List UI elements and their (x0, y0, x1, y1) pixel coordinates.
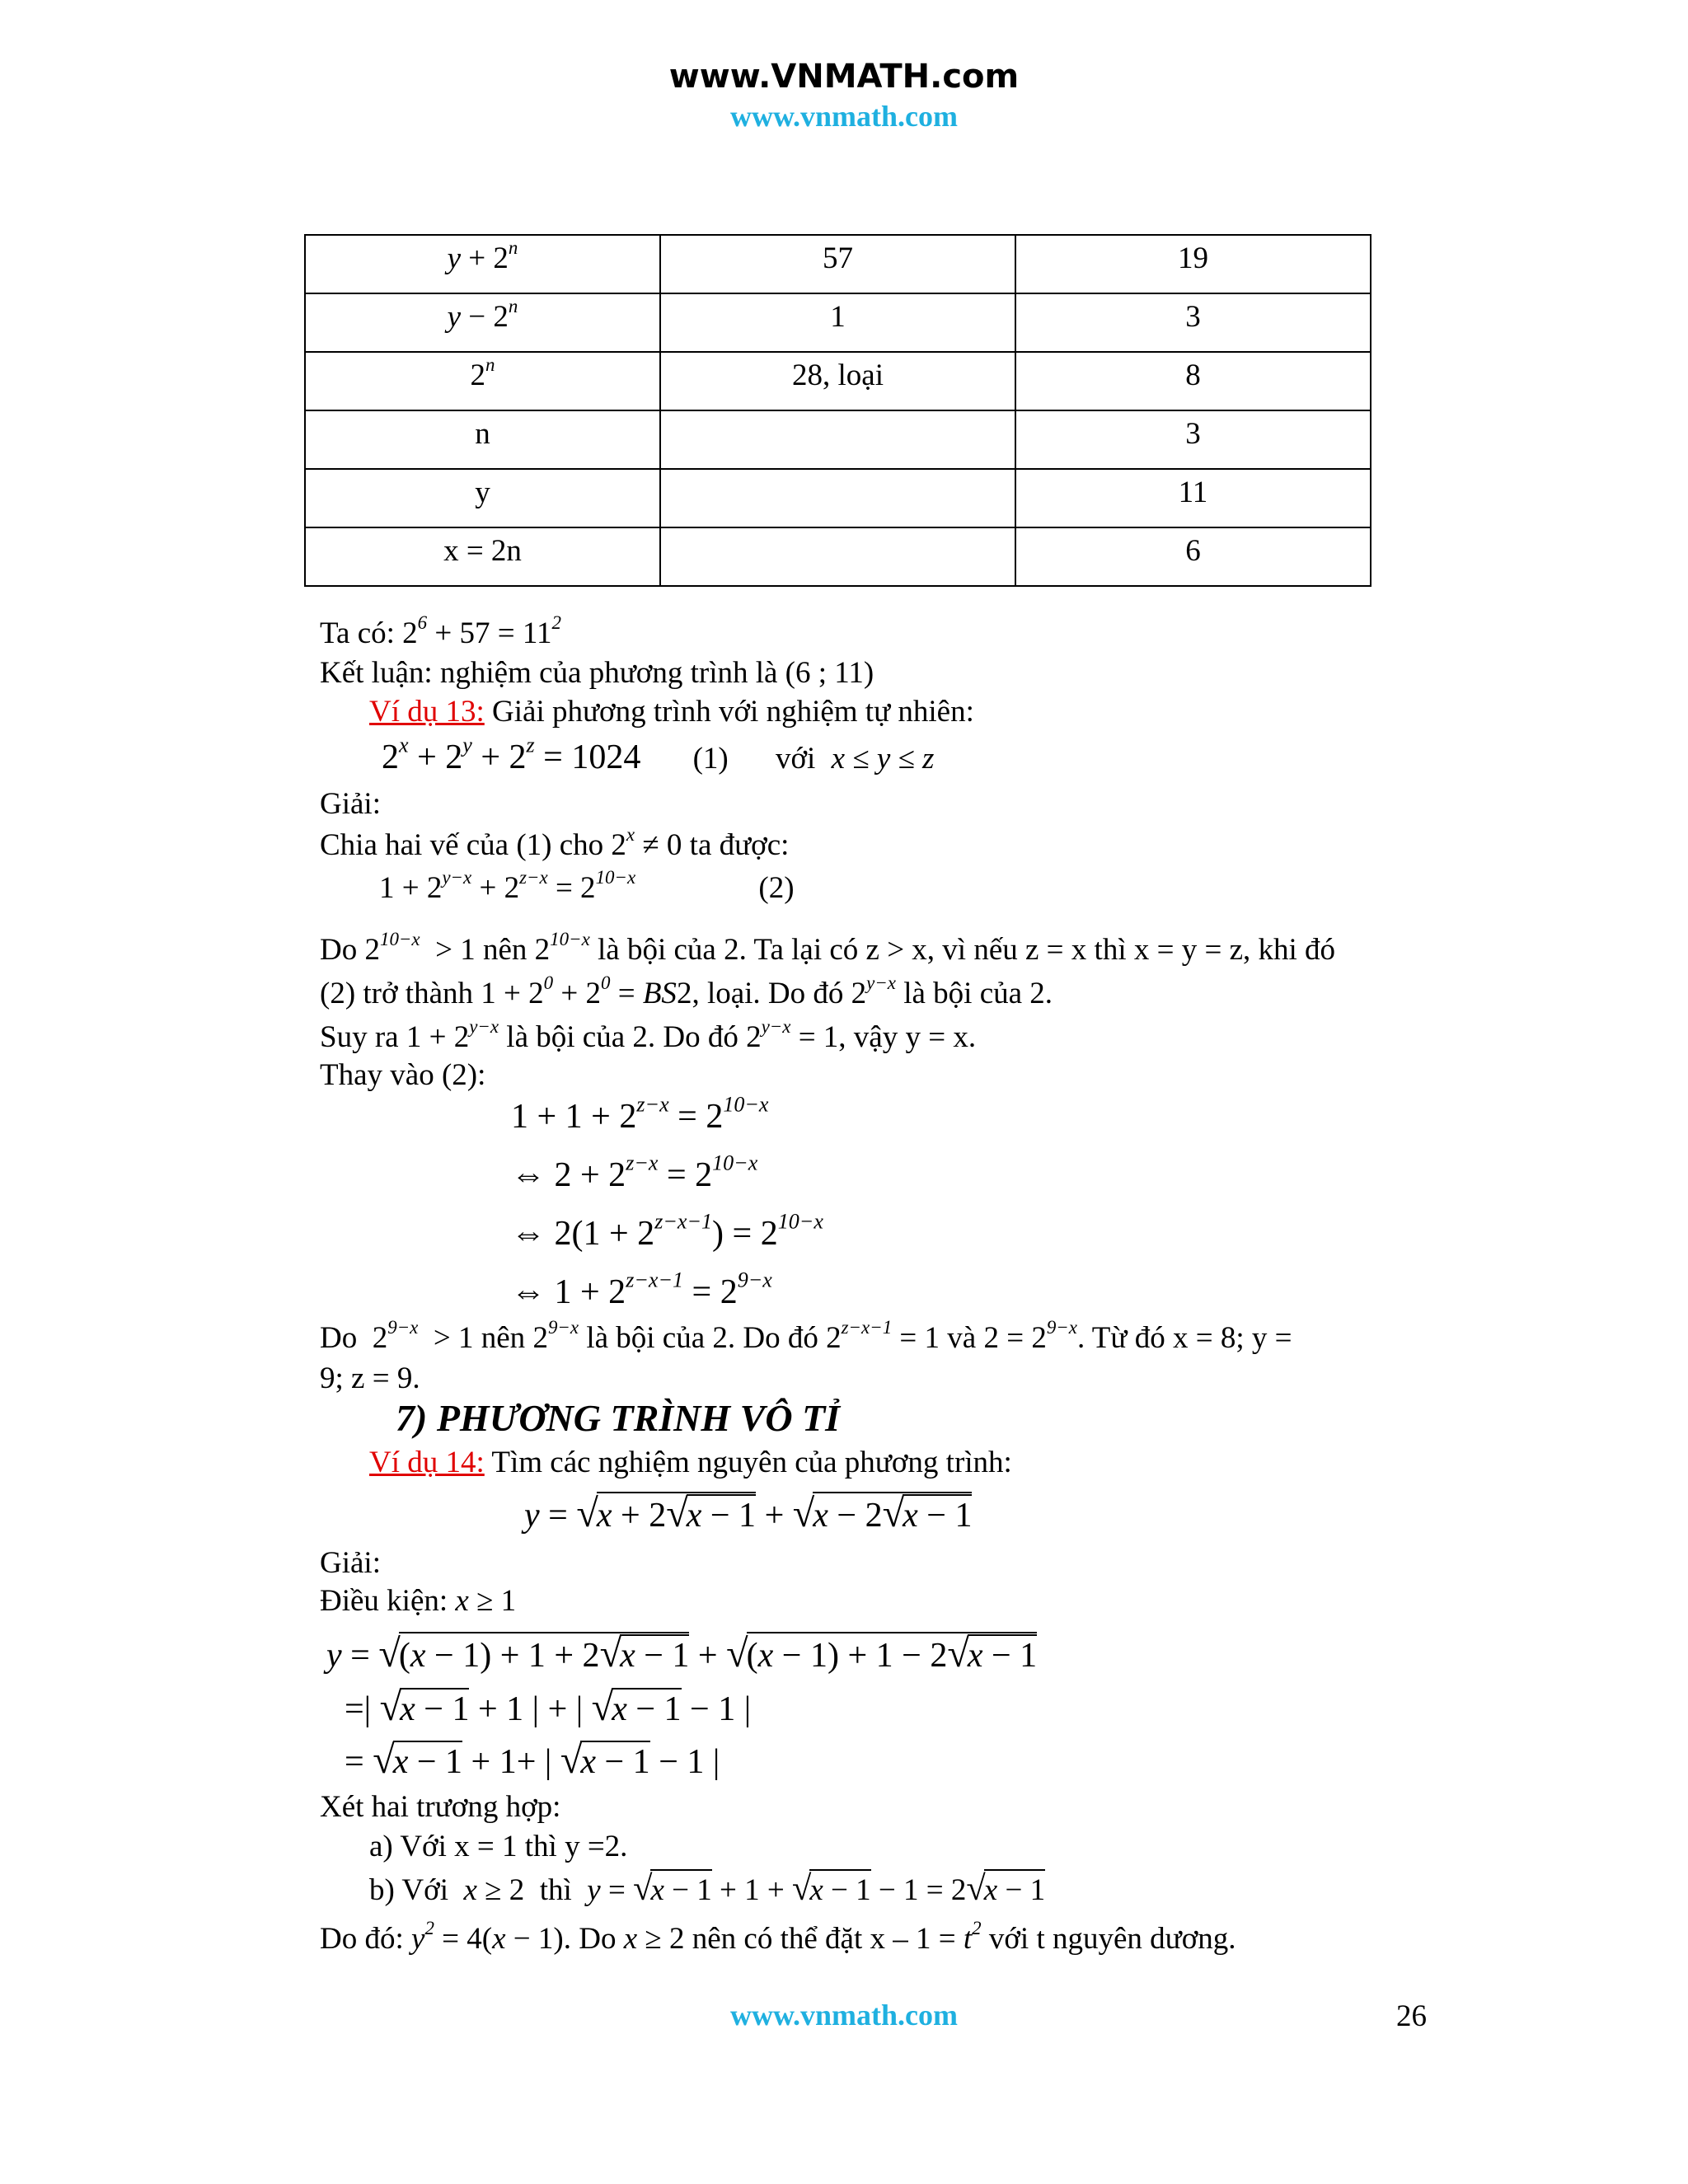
paragraph-3: Suy ra $1 + 2^{y-x}$ là bội của 2. Do đó $2^{y-x} = 1$, vậy y = x. (320, 1015, 977, 1054)
case-a: a) Với x = 1 thì y =2. (369, 1830, 628, 1863)
transform-step-1: y = √(x − 1) + 1 + 2√x − 1 + √(x − 1) + 1 − 2√x − 1 (326, 1632, 1038, 1675)
header-logo: www.VNMATH.com (668, 58, 1020, 96)
conclusion-line: Kết luận: nghiệm của phương trình là (6 ; 11) (320, 656, 874, 690)
derivation-step-3: ⇔ $2(1 + 2^{z-x-1}) = 2^{10-x}$ (511, 1209, 823, 1253)
table-row (305, 235, 1371, 293)
derivation-step-4: ⇔ $1 + 2^{z-x-1} = 2^{9-x}$ (511, 1268, 772, 1311)
paragraph-1: Do $2^{10-x} > 1$ nên $2^{10-x}$ là bội của 2. Ta lại có z > x, vì nếu z = x thì x = y = z, khi đó (320, 928, 1336, 967)
example-13-heading: Ví dụ 13: Giải phương trình với nghiệm tự nhiên: (369, 695, 974, 729)
table-cell: 28, loại (660, 352, 1015, 410)
paragraph-2: (2) trở thành $1 + 2^0 + 2^0 = BS2$, loại. Do đó $2^{y-x}$ là bội của 2. (320, 972, 1053, 1010)
example-14-equation: y = √x + 2√x − 1 + √x − 2√x − 1 (524, 1492, 973, 1535)
example-13-equation: $2^x + 2^y + 2^z = 1024$ (1) với x ≤ y ≤ z (382, 733, 935, 776)
ta-co-line: Ta có: $2^6 + 57 = 11^2$ (320, 612, 561, 650)
table-cell (660, 469, 1015, 527)
table-cell: y (305, 469, 660, 527)
condition-line: Điều kiện: x ≥ 1 (320, 1584, 517, 1618)
transform-step-2: =| √x − 1 + 1 | + | √x − 1 − 1 | (345, 1685, 752, 1729)
table-row (305, 527, 1371, 586)
derivation-step-2: ⇔ $2 + 2^{z-x} = 2^{10-x}$ (511, 1151, 758, 1194)
table-cell: x = 2n (305, 527, 660, 586)
table-cell: $y + 2^n$ (305, 235, 660, 293)
footer-url: www.vnmath.com (730, 1999, 958, 2032)
paragraph-4-end: 9; z = 9. (320, 1361, 420, 1395)
table-row (305, 410, 1371, 469)
solution-label: Giải: (320, 787, 381, 821)
table-cell: 19 (1015, 235, 1371, 293)
example-14-heading: Ví dụ 14: Tìm các nghiệm nguyên của phương trình: (369, 1446, 1012, 1479)
table-cell (660, 410, 1015, 469)
table-row (305, 293, 1371, 352)
table-row (305, 469, 1371, 527)
paragraph-4: Do $2^{9-x} > 1$ nên $2^{9-x}$ là bội của 2. Do đó $2^{z-x-1} = 1$ và $2 = 2^{9-x}$. Từ đó x = 8; y = (320, 1316, 1292, 1355)
table-cell: 1 (660, 293, 1015, 352)
table-cell: 8 (1015, 352, 1371, 410)
table-row (305, 352, 1371, 410)
case-b: b) Với x ≥ 2 thì y = √x − 1 + 1 + √x − 1 − 1 = 2√x − 1 (369, 1869, 1046, 1908)
cases-label: Xét hai trương hợp: (320, 1790, 561, 1824)
solution-table (304, 234, 1372, 587)
table-cell: n (305, 410, 660, 469)
transform-step-3: = √x − 1 + 1+ | √x − 1 − 1 | (345, 1738, 720, 1782)
derivation-step-1: $1 + 1 + 2^{z-x} = 2^{10-x}$ (511, 1092, 769, 1136)
section-7-heading: 7) PHƯƠNG TRÌNH VÔ TỈ (396, 1397, 841, 1439)
table-cell: 6 (1015, 527, 1371, 586)
substitute-label: Thay vào (2): (320, 1058, 486, 1092)
divide-line: Chia hai vế của (1) cho $2^x \ne 0$ ta được: (320, 823, 790, 862)
final-line: Do đó: $y^2 = 4(x - 1)$. Do x ≥ 2 nên có thể đặt $x - 1 = t^2$ với t nguyên dương. (320, 1917, 1236, 1956)
page-number: 26 (1396, 1999, 1427, 2033)
table-cell: 3 (1015, 410, 1371, 469)
solution-label-2: Giải: (320, 1546, 381, 1580)
table-cell (660, 527, 1015, 586)
table-cell: 3 (1015, 293, 1371, 352)
equation-2: $1 + 2^{y-x} + 2^{z-x} = 2^{10-x}$ (2) (379, 866, 795, 905)
table-cell: 2$^n$ (305, 352, 660, 410)
table-cell: 11 (1015, 469, 1371, 527)
table-cell: $y - 2^n$ (305, 293, 660, 352)
header-url: www.vnmath.com (730, 100, 958, 133)
table-cell: 57 (660, 235, 1015, 293)
